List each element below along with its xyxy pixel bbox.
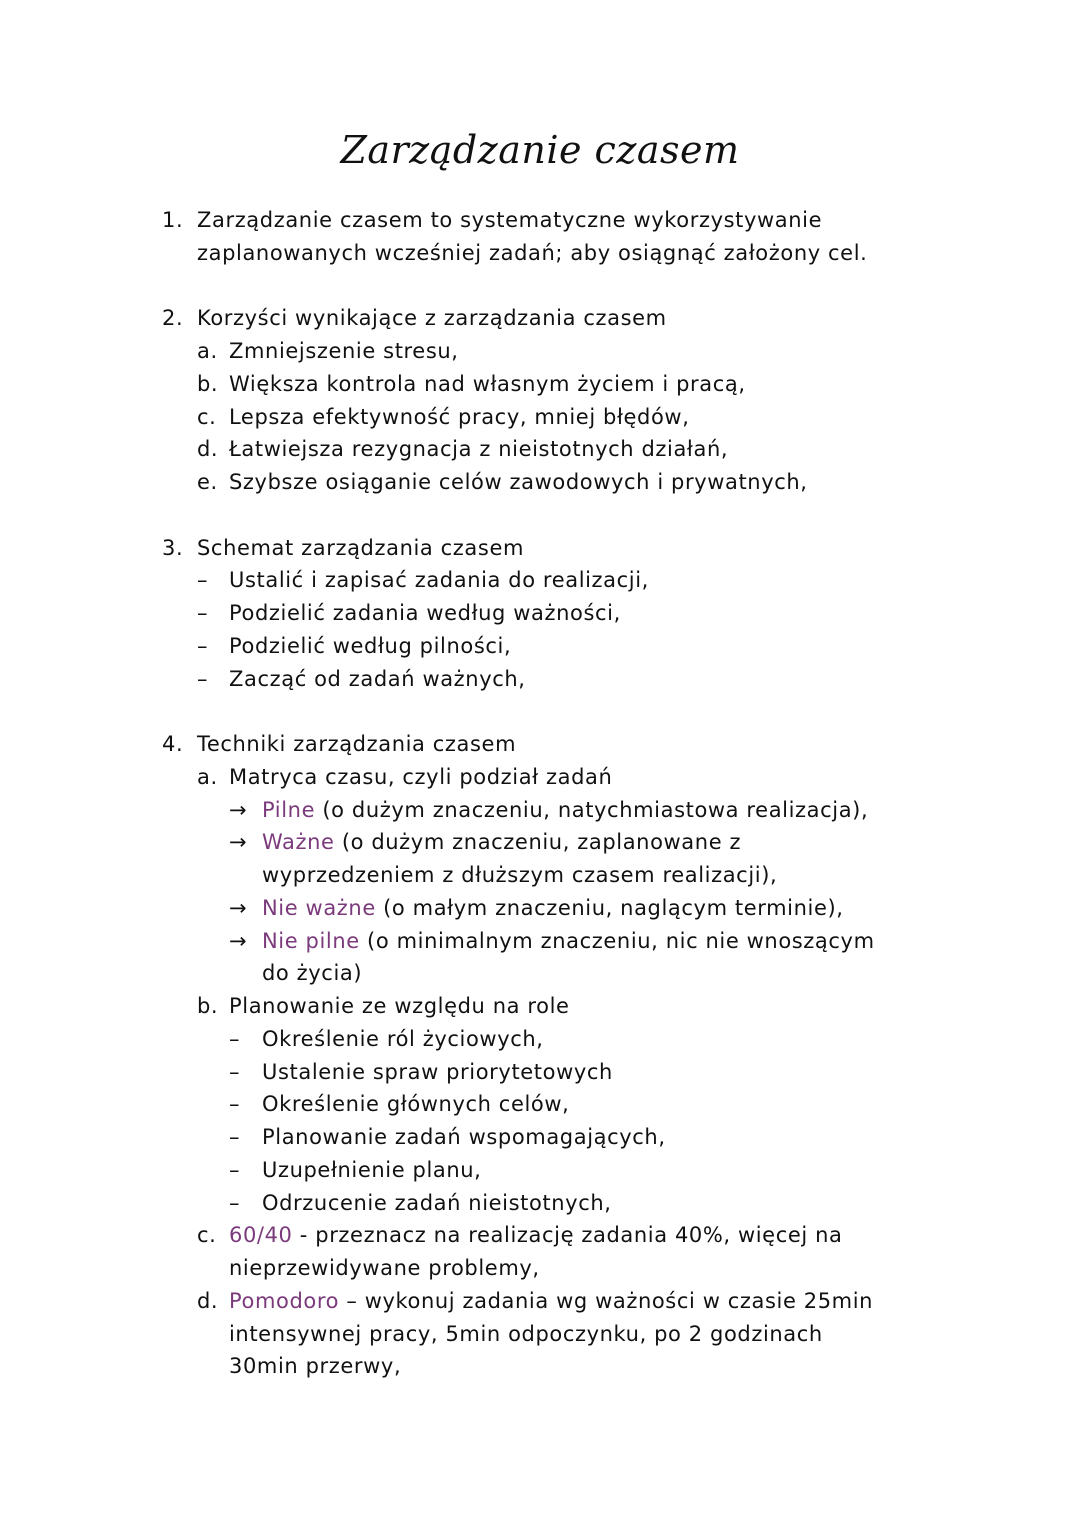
list-text: Lepsza efektywność pracy, mniej błędów, — [229, 404, 690, 429]
subsection-d — [162, 1285, 1022, 1318]
list-text: - przeznacz na realizację zadania 40%, więcej na — [292, 1223, 843, 1248]
list-marker: c. — [197, 404, 217, 429]
list-number: 2. — [162, 306, 184, 331]
list-item — [162, 1056, 1022, 1089]
arrow-right-icon: → — [229, 830, 248, 855]
list-marker: b. — [197, 371, 219, 396]
list-text: Określenie głównych celów, — [262, 1092, 570, 1117]
list-marker: e. — [197, 470, 218, 494]
list-marker: b. — [197, 994, 219, 1018]
section-heading: Techniki zarządzania czasem — [197, 732, 517, 756]
text-line: Zarządzanie czasem to systematyczne wykorzystywanie — [197, 208, 823, 232]
list-item — [162, 826, 1022, 859]
highlight-term: Pomodoro — [229, 1288, 340, 1313]
dash-marker: – — [229, 1026, 241, 1051]
list-marker: a. — [197, 339, 218, 363]
list-text: Szybsze osiąganie celów zawodowych i prywatnych, — [229, 470, 808, 494]
dash-marker: – — [197, 568, 209, 593]
arrow-right-icon: → — [229, 895, 248, 920]
list-item — [162, 1187, 1022, 1220]
list-text: – wykonuj zadania wg ważności w czasie 25min — [339, 1288, 874, 1313]
list-text: intensywnej pracy, 5min odpoczynku, po 2 godzinach — [229, 1321, 823, 1346]
list-text: (o dużym znaczeniu, zaplanowane z — [334, 830, 742, 855]
section-3 — [162, 532, 1022, 696]
list-text: Matryca czasu, czyli podział zadań — [229, 764, 613, 789]
list-text: Ustalić i zapisać zadania do realizacji, — [229, 568, 649, 593]
list-item — [162, 401, 1022, 434]
list-item — [162, 794, 1022, 827]
section-2 — [162, 302, 1022, 499]
list-item — [162, 368, 1022, 401]
list-text: wyprzedzeniem z dłuższym czasem realizacji), — [262, 863, 778, 887]
dash-marker: – — [197, 633, 209, 658]
section-1 — [162, 204, 1022, 270]
section-heading: Korzyści wynikające z zarządzania czasem — [197, 306, 667, 331]
list-item — [162, 335, 1022, 368]
arrow-right-icon: → — [229, 797, 248, 822]
list-item — [162, 1154, 1022, 1187]
dash-marker: – — [197, 666, 209, 691]
document-body — [162, 204, 1022, 1383]
list-number: 4. — [162, 732, 184, 756]
list-text: Określenie ról życiowych, — [262, 1026, 544, 1051]
list-item — [162, 663, 1022, 696]
list-text: Ustalenie spraw priorytetowych — [262, 1059, 613, 1084]
list-item — [162, 466, 1022, 499]
section-4 — [162, 728, 1022, 1383]
highlight-term: Ważne — [262, 830, 335, 855]
list-text: (o dużym znaczeniu, natychmiastowa realizacja), — [315, 797, 869, 822]
subsection-a — [162, 761, 1022, 794]
list-text: nieprzewidywane problemy, — [229, 1256, 540, 1280]
list-marker: a. — [197, 764, 218, 789]
list-marker: c. — [197, 1223, 217, 1248]
highlight-term: Nie ważne — [262, 895, 376, 920]
dash-marker: – — [229, 1190, 241, 1215]
list-text: Odrzucenie zadań nieistotnych, — [262, 1190, 612, 1215]
list-item — [162, 925, 1022, 958]
list-item — [162, 564, 1022, 597]
list-text: (o małym znaczeniu, naglącym terminie), — [375, 895, 844, 920]
list-text: Większa kontrola nad własnym życiem i pracą, — [229, 371, 746, 396]
list-text: (o minimalnym znaczeniu, nic nie wnoszącym — [359, 928, 875, 953]
dash-marker: – — [197, 601, 209, 625]
list-text: Planowanie ze względu na role — [229, 994, 570, 1018]
subsection-c — [162, 1219, 1022, 1252]
list-text: Uzupełnienie planu, — [262, 1157, 482, 1182]
list-item — [162, 597, 1022, 630]
arrow-right-icon: → — [229, 928, 248, 953]
list-item — [162, 630, 1022, 663]
list-item — [162, 1088, 1022, 1121]
text-line: zaplanowanych wcześniej zadań; aby osiągnąć założony cel. — [197, 240, 868, 265]
dash-marker: – — [229, 1092, 241, 1117]
list-text: Zmniejszenie stresu, — [229, 339, 459, 363]
highlight-term: Nie pilne — [262, 928, 360, 953]
highlight-term: 60/40 — [229, 1223, 293, 1248]
list-text: Podzielić zadania według ważności, — [229, 601, 621, 625]
list-number: 1. — [162, 208, 184, 232]
subsection-b — [162, 990, 1022, 1023]
list-item — [162, 433, 1022, 466]
list-text: do życia) — [262, 961, 363, 986]
list-text: Podzielić według pilności, — [229, 633, 512, 658]
list-text: Łatwiejsza rezygnacja z nieistotnych działań, — [229, 437, 729, 462]
list-marker: d. — [197, 437, 219, 462]
list-text: 30min przerwy, — [229, 1354, 402, 1379]
list-text: Zacząć od zadań ważnych, — [229, 666, 526, 691]
highlight-term: Pilne — [262, 797, 316, 822]
dash-marker: – — [229, 1125, 241, 1149]
dash-marker: – — [229, 1059, 241, 1084]
list-item — [162, 1023, 1022, 1056]
list-item — [162, 892, 1022, 925]
page-title: Zarządzanie czasem — [340, 128, 740, 172]
section-heading: Schemat zarządzania czasem — [197, 535, 525, 560]
list-item — [162, 1121, 1022, 1154]
list-text: Planowanie zadań wspomagających, — [262, 1125, 666, 1149]
list-number: 3. — [162, 535, 184, 560]
list-marker: d. — [197, 1288, 219, 1313]
dash-marker: – — [229, 1157, 241, 1182]
